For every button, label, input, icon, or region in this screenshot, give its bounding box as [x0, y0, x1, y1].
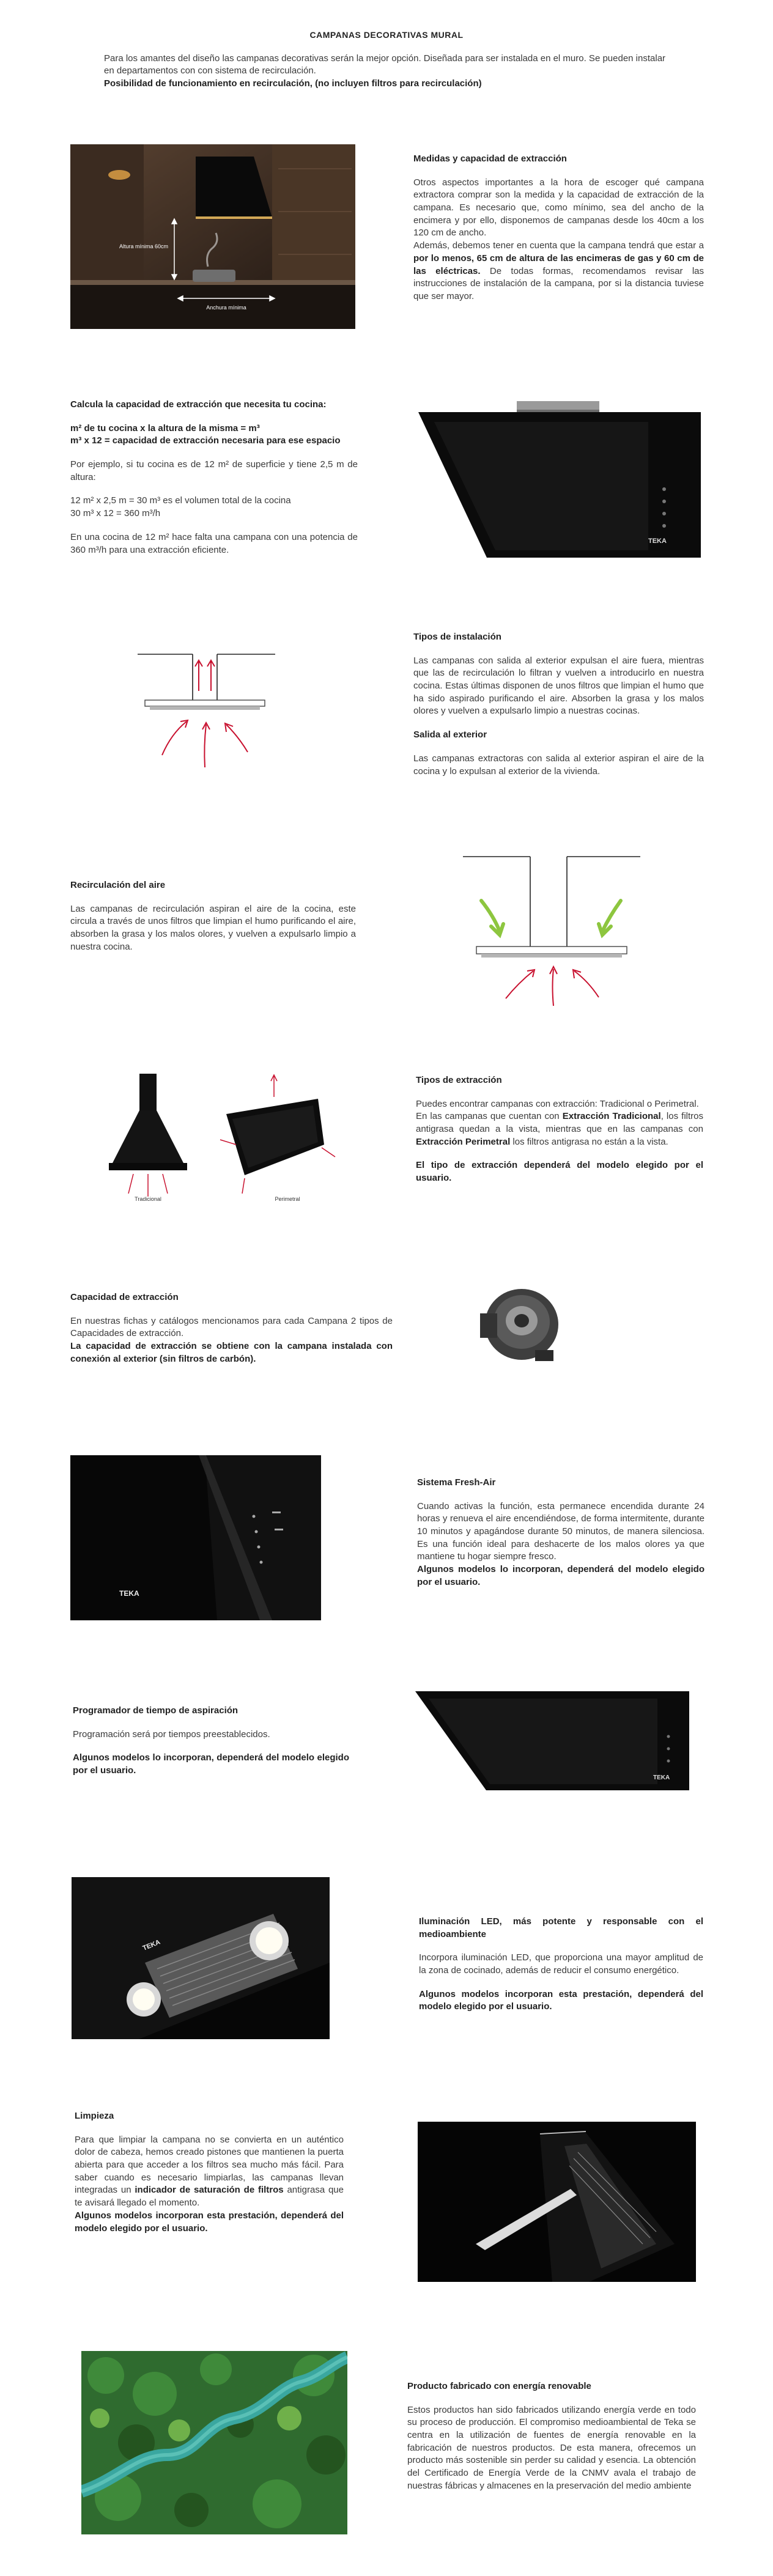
led-hood-image [72, 1877, 330, 2039]
measures-section [413, 153, 704, 303]
brand-logo: TEKA [653, 1774, 670, 1781]
recirc-title: Recirculación del aire [70, 880, 166, 890]
intro [104, 53, 667, 90]
renewable-section [407, 2380, 696, 2493]
measures-text-2: Además, debemos tener en cuenta que la campana tendrá que estar a por lo menos, 65 cm de altura de las encimeras de gas y 60 cm de las eléctricas. De todas formas, recomendamos revisar las instrucciones de instalación de la campana, por si la distancia tuviese que ser mayor. [413, 240, 705, 301]
calc-section [70, 399, 358, 556]
brand-logo: TEKA [141, 1938, 161, 1952]
cleaning-text: Para que limpiar la campana no se convierta en un auténtico dolor de cabeza, hemos creado pistones que mantienen la puerta abierta para que acceder a los filtros sea mucho más fácil. Para saber cuando es necesario limpiarlas, las campanas llevan integradas un indicador de saturación de filtros antigrasa que te avisará llegado el momento. [75, 2134, 344, 2209]
kitchen-measures-image [70, 144, 355, 329]
height-label: Altura mínima 60cm [119, 243, 168, 249]
timer-title: Programador de tiempo de aspiración [73, 1705, 239, 1716]
cleaning-title: Limpieza [75, 2111, 114, 2121]
recirc-text: Las campanas de recirculación aspiran el aire de la cocina, este circula a través de unos filtros que limpian el humo purificando el aire, absorben la grasa y los malos olores, y vuelven a expulsarlo limpio a nuestra cocina. [70, 903, 356, 952]
capacity-text-2: La capacidad de extracción se obtiene con la campana instalada con conexión al exterior (sin filtros de carbón). [70, 1341, 393, 1364]
measures-title: Medidas y capacidad de extracción [413, 153, 567, 164]
extraction-types-note: El tipo de extracción dependerá del modelo elegido por el usuario. [416, 1160, 703, 1184]
fresh-air-title: Sistema Fresh-Air [417, 1477, 496, 1488]
led-text: Incorpora iluminación LED, que proporciona una mayor amplitud de la zona de cocinado, además de reducir el consumo energético. [419, 1952, 703, 1976]
brand-logo: TEKA [119, 1589, 139, 1598]
hood-vertical-image [416, 397, 703, 563]
extraction-types-section [416, 1074, 703, 1185]
timer-text: Programación será por tiempos preestablecidos. [73, 1729, 270, 1740]
recirculation-diagram [463, 852, 640, 1012]
motor-image [474, 1277, 566, 1371]
timer-hood-image [413, 1688, 692, 1795]
extraction-types-text-1: Puedes encontrar campanas con extracción: Tradicional o Perimetral. [416, 1098, 699, 1109]
cleaning-hood-image [418, 2122, 696, 2282]
calc-formula-2: m³ x 12 = capacidad de extracción necesaria para ese espacio [70, 435, 341, 446]
led-title: Iluminación LED, más potente y responsable con el medioambiente [419, 1916, 703, 1939]
renewable-title: Producto fabricado con energía renovable [407, 2381, 591, 2391]
capacity-title: Capacidad de extracción [70, 1292, 179, 1302]
exterior-text: Las campanas extractoras con salida al exterior aspiran el aire de la cocina y lo expulsan al exterior de la vivienda. [413, 753, 704, 777]
page-title: CAMPANAS DECORATIVAS MURAL [309, 30, 464, 40]
exterior-exhaust-diagram [138, 648, 275, 783]
calc-conclusion: En una cocina de 12 m² hace falta una campana con una potencia de 360 m³/h para una extracción eficiente. [70, 531, 358, 555]
fresh-air-section [417, 1477, 705, 1589]
label-perimetral: Perimetral [275, 1196, 300, 1202]
width-label: Anchura mínima [206, 304, 246, 311]
led-section [419, 1916, 703, 2013]
calc-formula-1: m² de tu cocina x la altura de la misma = m³ [70, 423, 260, 434]
calc-volume: 12 m² x 2,5 m = 30 m³ es el volumen total de la cocina [70, 495, 291, 506]
install-text: Las campanas con salida al exterior expulsan el aire fuera, mientras que las de recirculación lo filtran y vuelven a introducirlo en nuestra cocina. Estas últimas disponen de unos filtros que limpian el humo que ha sido aspirado purificando el aire. Absorben la grasa y los malos olores y vuelven a expulsarlo limpio a nuestras cocinas. [413, 655, 704, 717]
capacity-text-1: En nuestras fichas y catálogos mencionamos para cada Campana 2 tipos de Capacidades de extracción. [70, 1315, 393, 1339]
extraction-types-image [92, 1071, 349, 1206]
forest-river-image [81, 2351, 347, 2534]
led-note: Algunos modelos incorporan esta prestación, dependerá del modelo elegido por el usuario. [419, 1988, 703, 2012]
recirc-section [70, 879, 356, 953]
fresh-air-hood-image [70, 1455, 321, 1620]
intro-text: Para los amantes del diseño las campanas decorativas serán la mejor opción. Diseñada para ser instalada en el muro. Se pueden instalar en departamentos con con sistema de recirculación. [104, 53, 666, 76]
calc-capacity: 30 m³ x 12 = 360 m³/h [70, 508, 161, 519]
cleaning-note: Algunos modelos incorporan esta prestación, dependerá del modelo elegido por el usuario. [75, 2210, 344, 2234]
fresh-air-text: Cuando activas la función, esta permanece encendida durante 24 horas y renueva el aire encendiéndose, de forma intermitente, durante 10 minutos y apagándose durante 50 minutos, de manera silenciosa. Es una función ideal para deshacerte de los malos olores ya que mantiene tu hogar siempre fresco. [417, 1500, 705, 1562]
install-section [413, 631, 704, 778]
renewable-text: Estos productos han sido fabricados utilizando energía verde en todo su proceso de producción. El compromiso medioambiental de Teka se centra en la utilización de fuentes de energía renovable en la fabricación de nuestros productos. De esta manera, ofrecemos un producto más sostenible sin perder su calidad y esencia. La obtención del Certificado de Energía Verde de la CNMV avala el trabajo de nuestras fábricas y almacenes en la preservación del medio ambiente [407, 2404, 696, 2491]
install-title: Tipos de instalación [413, 632, 501, 642]
intro-note: Posibilidad de funcionamiento en recirculación, (no incluyen filtros para recirculación) [104, 78, 482, 89]
exterior-subtitle: Salida al exterior [413, 729, 487, 740]
calc-example: Por ejemplo, si tu cocina es de 12 m² de superficie y tiene 2,5 m de altura: [70, 459, 358, 482]
timer-section [73, 1705, 349, 1777]
calc-title: Calcula la capacidad de extracción que necesita tu cocina: [70, 399, 327, 410]
label-traditional: Tradicional [135, 1196, 161, 1202]
timer-note: Algunos modelos lo incorporan, dependerá del modelo elegido por el usuario. [73, 1752, 349, 1776]
measures-text-1: Otros aspectos importantes a la hora de escoger qué campana extractora comprar son la medida y la capacidad de extracción de la campana. Es necesario que, como mínimo, sea del ancho de la encimera y por ello, disponemos de campanas desde los 40cm a los 120 cm de ancho. [413, 177, 704, 238]
capacity-section [70, 1291, 393, 1365]
brand-logo: TEKA [648, 537, 667, 545]
cleaning-section [75, 2110, 344, 2235]
extraction-types-text-2: En las campanas que cuentan con Extracción Tradicional, los filtros antigrasa quedan a la vista, mientras que en las campanas con Extracción Perimetral los filtros antigrasa no están a la vista. [416, 1111, 704, 1147]
fresh-air-note: Algunos modelos lo incorporan, dependerá del modelo elegido por el usuario. [417, 1564, 705, 1587]
extraction-types-title: Tipos de extracción [416, 1075, 502, 1085]
